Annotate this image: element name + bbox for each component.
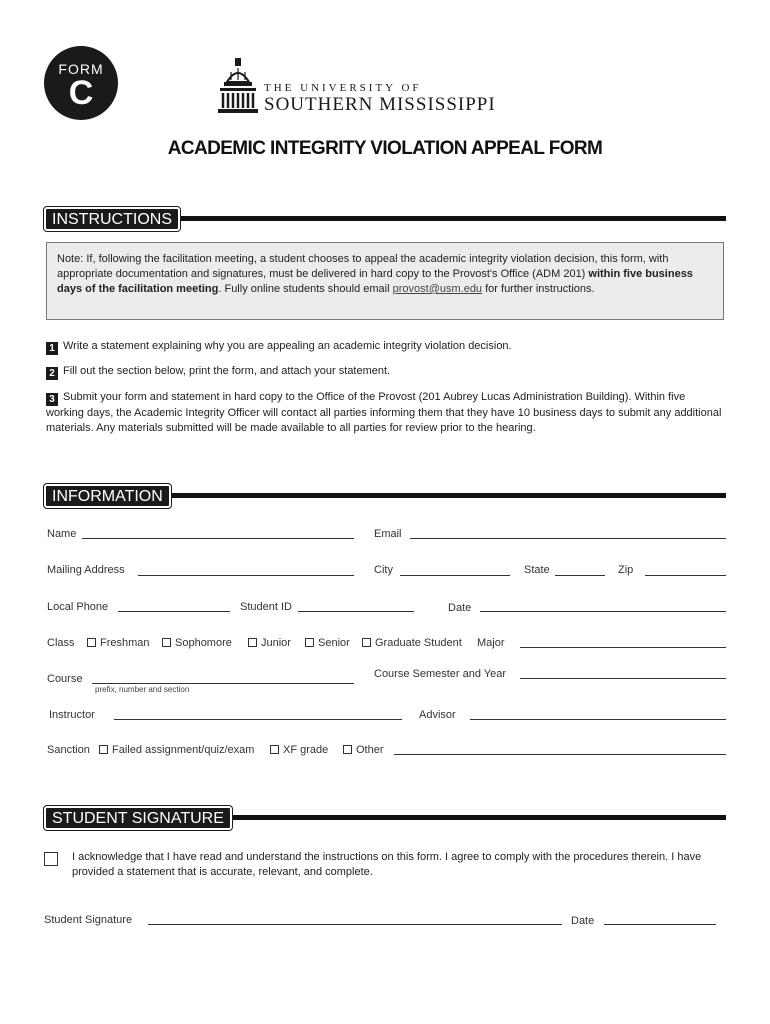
instructor-label: Instructor — [49, 709, 95, 721]
date-label: Date — [448, 602, 472, 614]
student-signature-section-label: STUDENT SIGNATURE — [44, 806, 232, 830]
instruction-step-2 — [46, 364, 726, 380]
sanction-option-failed-assignment[interactable]: Failed assignment/quiz/exam — [99, 744, 254, 756]
class-option-senior[interactable]: Senior — [305, 637, 350, 649]
email-field[interactable] — [410, 538, 726, 539]
information-section-header — [44, 484, 726, 508]
checkbox[interactable] — [248, 638, 257, 647]
acknowledgement-checkbox[interactable] — [44, 852, 58, 866]
major-field[interactable] — [520, 647, 726, 648]
instructions-note-box — [46, 242, 724, 320]
note-text-2: . Fully online students should email — [218, 283, 393, 295]
sanction-option-xf-grade[interactable]: XF grade — [270, 744, 328, 756]
checkbox[interactable] — [270, 745, 279, 754]
sanction-other-field[interactable] — [394, 754, 726, 755]
note-deadline-bold: within five business days of the facilitation meeting — [57, 268, 693, 295]
signature-date-field[interactable] — [604, 924, 716, 925]
course-field-hint: prefix, number and section — [95, 685, 190, 694]
step-number: 1 — [46, 342, 58, 355]
checkbox[interactable] — [87, 638, 96, 647]
instructor-field[interactable] — [114, 719, 402, 720]
form-badge-word: FORM — [58, 61, 104, 77]
student-signature-section-header — [44, 806, 726, 830]
page-title: ACADEMIC INTEGRITY VIOLATION APPEAL FORM — [167, 138, 603, 159]
mailing-address-label: Mailing Address — [47, 564, 125, 576]
course-semester-field[interactable] — [520, 678, 726, 679]
student-id-label: Student ID — [240, 601, 292, 613]
name-label: Name — [47, 528, 77, 540]
city-label: City — [374, 564, 393, 576]
class-label: Class — [47, 637, 75, 649]
information-section-label: INFORMATION — [44, 484, 171, 508]
local-phone-field[interactable] — [118, 611, 230, 612]
student-signature-field[interactable] — [148, 924, 562, 925]
course-semester-label: Course Semester and Year — [374, 668, 507, 680]
state-label: State — [524, 564, 550, 576]
advisor-field[interactable] — [470, 719, 726, 720]
checkbox[interactable] — [343, 745, 352, 754]
local-phone-label: Local Phone — [47, 601, 109, 613]
zip-field[interactable] — [645, 575, 726, 576]
advisor-label: Advisor — [419, 709, 456, 721]
acknowledgement-text: I acknowledge that I have read and understand the instructions on this form. I agree to comply with the procedures therein. I have provided a statement that is accurate, relevant, and complete. — [72, 851, 702, 878]
mailing-address-field[interactable] — [138, 575, 354, 576]
form-c-badge — [44, 46, 118, 120]
major-label: Major — [477, 637, 505, 649]
step-text: Fill out the section below, print the form, and attach your statement. — [63, 365, 391, 377]
signature-date-label: Date — [571, 915, 595, 927]
student-id-field[interactable] — [298, 611, 414, 612]
checkbox[interactable] — [162, 638, 171, 647]
checkbox[interactable] — [305, 638, 314, 647]
date-field[interactable] — [480, 611, 726, 612]
instruction-step-1 — [46, 339, 726, 355]
zip-label: Zip — [618, 564, 634, 576]
state-field[interactable] — [555, 575, 605, 576]
name-field[interactable] — [82, 538, 354, 539]
course-field[interactable] — [92, 683, 354, 684]
step-text: Write a statement explaining why you are appealing an academic integrity violation decision. — [63, 340, 512, 352]
university-name-line2: SOUTHERN MISSISSIPPI — [264, 94, 496, 115]
note-text-3: for further instructions. — [482, 283, 595, 295]
email-label: Email — [374, 528, 402, 540]
class-option-junior[interactable]: Junior — [248, 637, 291, 649]
sanction-label: Sanction — [47, 744, 90, 756]
checkbox[interactable] — [99, 745, 108, 754]
note-text-1: Note: If, following the facilitation meeting, a student chooses to appeal the academic integrity violation decision, this form, with appropriate documentation and signatures, must be delivered in hard copy to the Provost's Office (ADM 201) — [57, 253, 669, 280]
student-signature-label: Student Signature — [44, 914, 133, 926]
instructions-section-header — [44, 207, 726, 231]
step-number: 2 — [46, 367, 58, 380]
class-option-sophomore[interactable]: Sophomore — [162, 637, 232, 649]
instruction-step-3 — [46, 390, 726, 436]
university-dome-logo-icon — [218, 58, 258, 116]
form-badge-letter: C — [68, 74, 94, 112]
university-name-line1: THE UNIVERSITY OF — [264, 82, 422, 94]
checkbox[interactable] — [362, 638, 371, 647]
class-option-graduate-student[interactable]: Graduate Student — [362, 637, 462, 649]
step-number: 3 — [46, 393, 58, 406]
provost-email-link[interactable]: provost@usm.edu — [392, 283, 483, 295]
step-text: Submit your form and statement in hard copy to the Office of the Provost (201 Aubrey Lucas Administration Building). Within five working days, the Academic Integrity Officer will contact all parties informing them that they have 10 business days to submit any additional materials. Any materials submitted will be made available to all parties for review prior to the hearing. — [46, 391, 722, 434]
city-field[interactable] — [400, 575, 510, 576]
course-label: Course — [47, 673, 83, 685]
instructions-section-label: INSTRUCTIONS — [44, 207, 180, 231]
class-option-freshman[interactable]: Freshman — [87, 637, 150, 649]
sanction-option-other[interactable]: Other — [343, 744, 384, 756]
